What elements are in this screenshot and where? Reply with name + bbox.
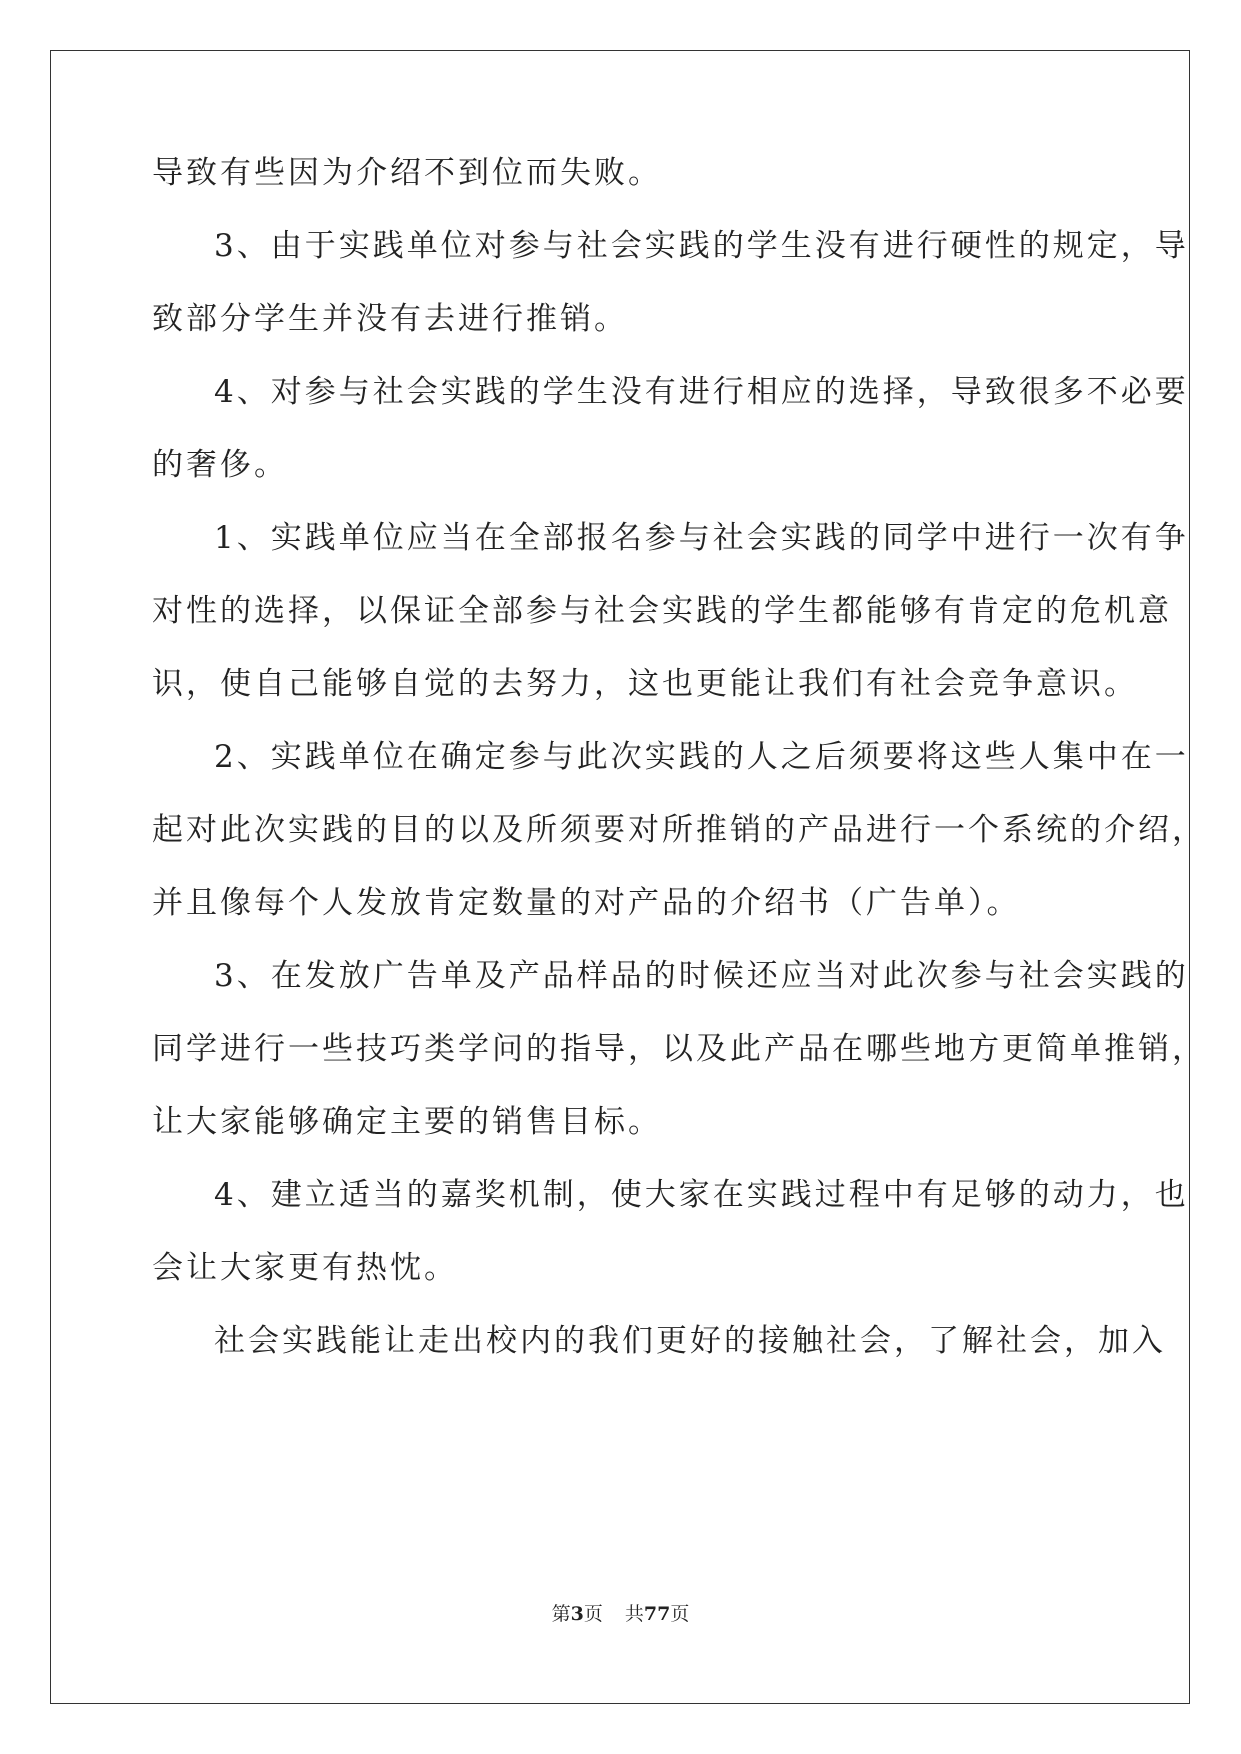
total-prefix: 共 xyxy=(624,1603,644,1625)
paragraph-first-line: 3、在发放广告单及产品样品的时候还应当对此次参与社会实践的 xyxy=(214,958,1189,994)
page-suffix: 页 xyxy=(583,1603,603,1625)
paragraph-first-line: 1、实践单位应当在全部报名参与社会实践的同学中进行一次有争 xyxy=(214,520,1189,556)
text-line: 的奢侈。 xyxy=(152,447,288,483)
page-prefix: 第 xyxy=(551,1603,571,1625)
text-line: 并且像每个人发放肯定数量的对产品的介绍书（广告单）。 xyxy=(152,885,1021,921)
page-footer xyxy=(0,1602,1241,1626)
text-line: 会让大家更有热忱。 xyxy=(152,1250,458,1286)
paragraph-first-line: 2、实践单位在确定参与此次实践的人之后须要将这些人集中在一 xyxy=(214,739,1189,775)
text-line: 让大家能够确定主要的销售目标。 xyxy=(152,1104,662,1140)
paragraph-first-line: 社会实践能让走出校内的我们更好的接触社会，了解社会，加入 xyxy=(214,1323,1166,1359)
text-line: 导致有些因为介绍不到位而失败。 xyxy=(152,155,662,191)
text-line: 对性的选择，以保证全部参与社会实践的学生都能够有肯定的危机意 xyxy=(152,593,1172,629)
paragraph-first-line: 4、对参与社会实践的学生没有进行相应的选择，导致很多不必要 xyxy=(214,374,1189,410)
text-line: 致部分学生并没有去进行推销。 xyxy=(152,301,628,337)
page-number: 3 xyxy=(570,1603,584,1625)
total-pages: 77 xyxy=(643,1603,671,1625)
text-line: 起对此次实践的目的以及所须要对所推销的产品进行一个系统的介绍， xyxy=(152,812,1206,848)
paragraph-first-line: 4、建立适当的嘉奖机制，使大家在实践过程中有足够的动力，也 xyxy=(214,1177,1189,1213)
text-line: 识，使自己能够自觉的去努力，这也更能让我们有社会竞争意识。 xyxy=(152,666,1138,702)
text-line: 同学进行一些技巧类学问的指导，以及此产品在哪些地方更简单推销， xyxy=(152,1031,1206,1067)
total-suffix: 页 xyxy=(670,1603,690,1625)
paragraph-first-line: 3、由于实践单位对参与社会实践的学生没有进行硬性的规定，导 xyxy=(214,228,1189,264)
